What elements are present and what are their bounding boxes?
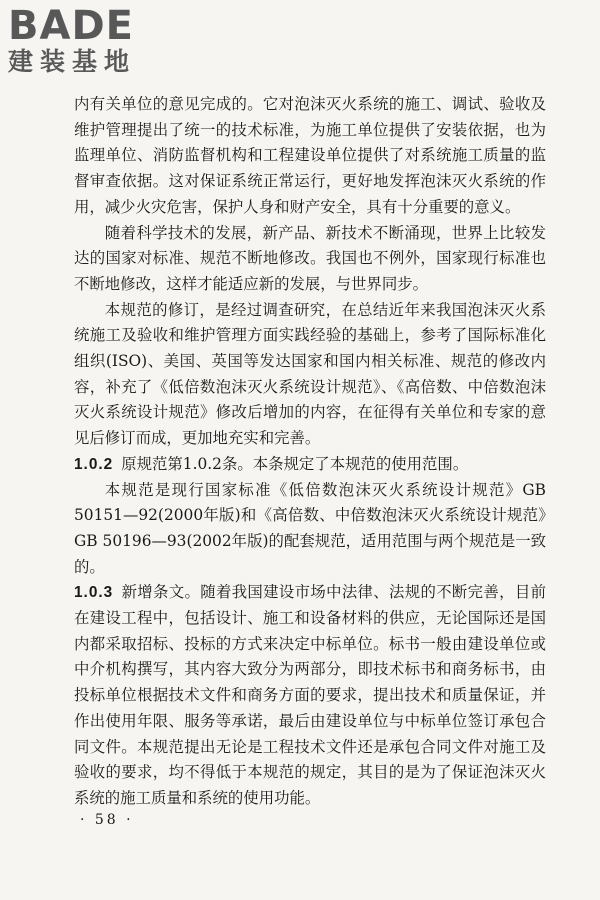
bade-logo — [8, 3, 137, 76]
paragraph-development: 随着科学技术的发展，新产品、新技术不断涌现，世界上比较发达的国家对标准、规范不断地修改。我国也不例外，国家现行标准也不断地修改，这样才能适应新的发展，与世界同步。 — [74, 223, 546, 293]
paragraph-continuation: 内有关单位的意见完成的。它对泡沫灭火系统的施工、调试、验收及维护管理提出了统一的技术标准，为施工单位提供了安装依据，也为监理单位、消防监督机构和工程建设单位提供了对系统施工质量的监督审查依据。这对保证系统正常运行，更好地发挥泡沫灭火系统的作用，减少火灾危害，保护人身和财产安全，具有十分重要的意义。 — [74, 95, 546, 216]
clause-1-0-3 — [74, 580, 546, 811]
logo-text-en: BADE — [8, 3, 134, 49]
clause-text: 新增条文。随着我国建设市场中法律、法规的不断完善，目前在建设工程中，包括设计、施工和设备材料的供应，无论国际还是国内都采取招标、投标的方式来决定中标单位。标书一般由建设单位或中介机构撰写，其内容大致分为两部分，即技术标书和商务标书，由投标单位根据技术文件和商务方面的要求，提出技术和质量保证，并作出使用年限、服务等承诺，最后由建设单位与中标单位签订承包合同文件。本规范提出无论是工程技术文件还是承包合同文件对施工及验收的要求，均不得低于本规范的规定，其目的是为了保证泡沫灭火系统的施工质量和系统的使用功能。 — [74, 583, 546, 807]
page-number: · 58 · — [80, 812, 134, 828]
clause-text: 原规范第1.0.2条。本条规定了本规范的使用范围。 — [121, 454, 469, 473]
paragraph-scope: 本规范是现行国家标准《低倍数泡沫灭火系统设计规范》GB 50151—92(2000年版)和《高倍数、中倍数泡沫灭火系统设计规范》GB 50196—93(2002年版)的配套规范，适用范围与两个规范是一致的。 — [74, 480, 546, 576]
paragraph-revision: 本规范的修订，是经过调查研究，在总结近年来我国泡沫灭火系统施工及验收和维护管理方面实践经验的基础上，参考了国际标准化组织(ISO)、美国、英国等发达国家和国内相关标准、规范的修改内容，补充了《低倍数泡沫灭火系统设计规范》、《高倍数、中倍数泡沫灭火系统设计规范》修改后增加的内容，在征得有关单位和专家的意见后修订而成，更加地充实和完善。 — [74, 300, 547, 448]
page-body — [74, 92, 546, 812]
clause-number: 1.0.2 — [74, 455, 114, 473]
logo-text-cn: 建装基地 — [8, 47, 137, 76]
clause-1-0-2 — [74, 452, 546, 478]
clause-number: 1.0.3 — [74, 584, 114, 602]
